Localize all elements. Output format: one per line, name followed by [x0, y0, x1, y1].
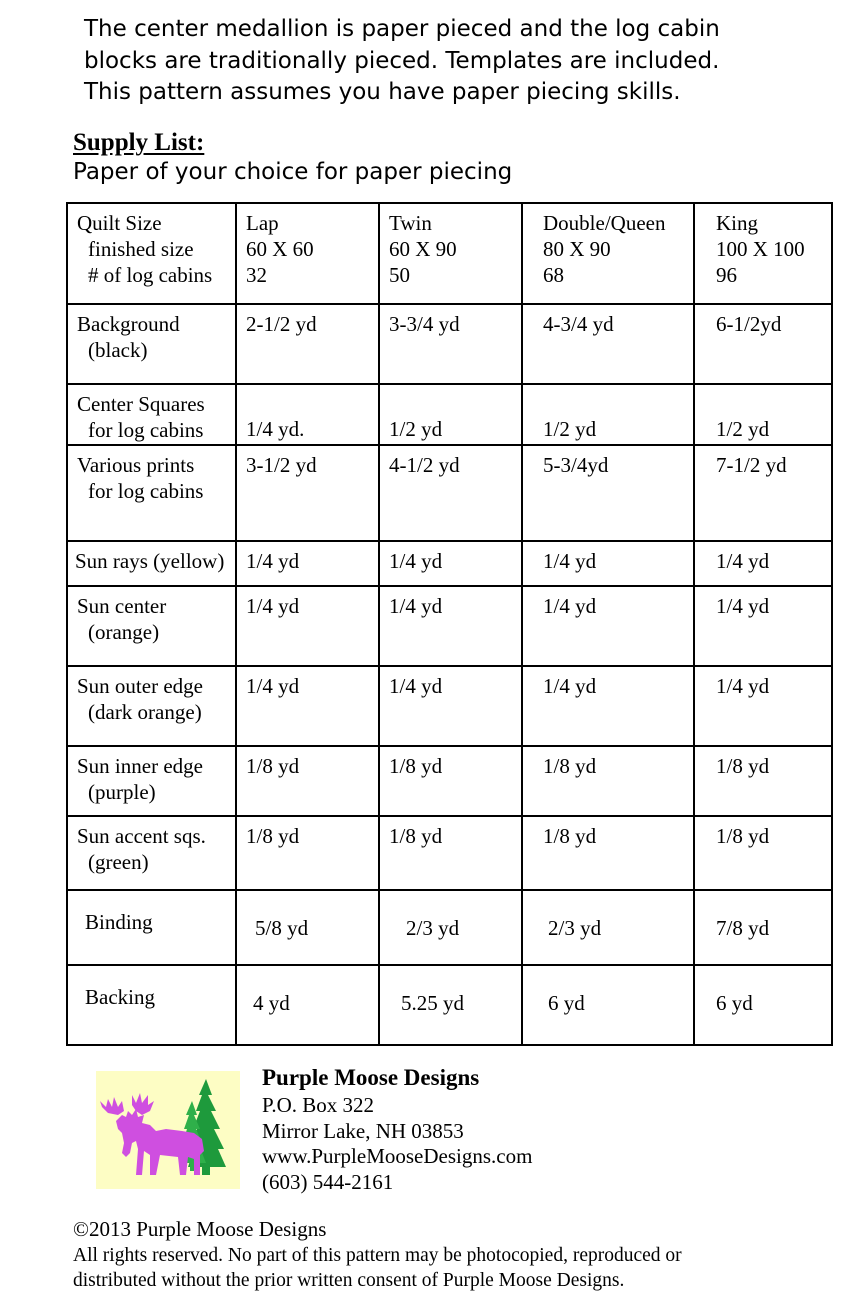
yardage-cell: 2/3 yd — [522, 890, 694, 965]
row-sublabel: for log cabins — [88, 479, 204, 503]
yardage-cell: 5.25 yd — [379, 965, 522, 1045]
yardage-cell: 1/8 yd — [694, 746, 832, 816]
rights-line: distributed without the prior written consent of Purple Moose Designs. — [73, 1270, 625, 1291]
size-dimensions: 80 X 90 — [543, 237, 611, 261]
size-cabin-count: 96 — [716, 263, 737, 287]
header-size-cell — [522, 203, 694, 304]
row-label-cell — [67, 666, 236, 746]
yardage-cell: 3-1/2 yd — [236, 445, 379, 541]
yardage-cell: 6-1/2yd — [694, 304, 832, 384]
row-label-cell — [67, 586, 236, 666]
supply-list-subheading: Paper of your choice for paper piecing — [73, 159, 513, 185]
row-label: Binding — [85, 910, 153, 934]
yardage-cell: 3-3/4 yd — [379, 304, 522, 384]
yardage-cell: 4-1/2 yd — [379, 445, 522, 541]
yardage-cell: 6 yd — [522, 965, 694, 1045]
yardage-cell: 1/4 yd — [694, 586, 832, 666]
size-name: Twin — [389, 211, 432, 235]
table-row — [67, 304, 832, 384]
intro-line: This pattern assumes you have paper piecing skills. — [84, 79, 681, 105]
yardage-cell: 5/8 yd — [236, 890, 379, 965]
row-sublabel: (orange) — [88, 620, 160, 644]
yardage-cell: 5-3/4yd — [522, 445, 694, 541]
table-row — [67, 666, 832, 746]
yardage-cell: 1/4 yd — [522, 586, 694, 666]
size-cabin-count: 50 — [389, 263, 410, 287]
row-label: Sun inner edge — [77, 754, 203, 778]
yardage-cell: 1/8 yd — [236, 746, 379, 816]
row-label: Various prints — [77, 453, 195, 477]
row-label-cell — [67, 384, 236, 445]
yardage-cell: 1/2 yd — [522, 384, 694, 445]
yardage-cell: 1/8 yd — [522, 816, 694, 890]
row-sublabel: (green) — [88, 850, 149, 874]
yardage-cell: 1/4 yd — [522, 666, 694, 746]
row-label: Sun outer edge — [77, 674, 203, 698]
size-name: Lap — [246, 211, 279, 235]
company-phone: (603) 544-2161 — [262, 1169, 394, 1194]
yardage-cell: 1/8 yd — [379, 816, 522, 890]
yardage-cell: 1/8 yd — [379, 746, 522, 816]
yardage-cell: 1/4 yd. — [236, 384, 379, 445]
row-label-cell — [67, 890, 236, 965]
size-name: Double/Queen — [543, 211, 666, 235]
intro-paragraph — [84, 14, 844, 109]
yardage-cell: 7-1/2 yd — [694, 445, 832, 541]
table-row — [67, 816, 832, 890]
size-dimensions: 60 X 60 — [246, 237, 314, 261]
row-label-cell — [67, 541, 236, 586]
size-cabin-count: 32 — [246, 263, 267, 287]
table-header-row — [67, 203, 832, 304]
row-sublabel: for log cabins — [88, 418, 204, 442]
row-label: Sun accent sqs. — [77, 824, 206, 848]
size-cabin-count: 68 — [543, 263, 564, 287]
supply-list-heading: Supply List: — [73, 129, 205, 156]
company-name: Purple Moose Designs — [262, 1065, 480, 1090]
table-row — [67, 445, 832, 541]
table-row — [67, 384, 832, 445]
yardage-cell: 1/4 yd — [236, 586, 379, 666]
row-label: Sun center — [77, 594, 167, 618]
header-label-line: Quilt Size — [77, 211, 162, 235]
company-po-box: P.O. Box 322 — [262, 1093, 375, 1117]
table-row — [67, 746, 832, 816]
moose-logo-icon — [96, 1071, 240, 1189]
copyright-notice — [73, 1216, 853, 1293]
rights-line: All rights reserved. No part of this pattern may be photocopied, reproduced or — [73, 1245, 682, 1266]
yardage-cell: 4-3/4 yd — [522, 304, 694, 384]
row-sublabel: (dark orange) — [88, 700, 202, 724]
row-label-cell — [67, 965, 236, 1045]
table-row — [67, 586, 832, 666]
size-dimensions: 60 X 90 — [389, 237, 457, 261]
header-label-cell — [67, 203, 236, 304]
yardage-cell: 2-1/2 yd — [236, 304, 379, 384]
row-sublabel: (purple) — [88, 780, 156, 804]
row-label: Background — [77, 312, 180, 336]
company-address — [262, 1063, 532, 1195]
row-label-cell — [67, 746, 236, 816]
yardage-cell: 4 yd — [236, 965, 379, 1045]
yardage-cell: 1/2 yd — [694, 384, 832, 445]
yardage-cell: 1/2 yd — [379, 384, 522, 445]
yardage-cell: 1/8 yd — [694, 816, 832, 890]
company-website-link[interactable]: www.PurpleMooseDesigns.com — [262, 1144, 533, 1168]
company-city: Mirror Lake, NH 03853 — [262, 1118, 464, 1143]
table-row — [67, 965, 832, 1045]
yardage-cell: 1/4 yd — [236, 666, 379, 746]
yardage-cell: 1/8 yd — [236, 816, 379, 890]
yardage-cell: 7/8 yd — [694, 890, 832, 965]
yardage-cell: 1/4 yd — [236, 541, 379, 586]
header-label-line: finished size — [88, 237, 194, 261]
table-row — [67, 541, 832, 586]
yardage-cell: 1/4 yd — [522, 541, 694, 586]
yardage-cell: 1/8 yd — [522, 746, 694, 816]
intro-line: The center medallion is paper pieced and the log cabin — [84, 16, 720, 42]
yardage-cell: 1/4 yd — [694, 666, 832, 746]
supply-table — [66, 202, 833, 1046]
row-label-cell — [67, 816, 236, 890]
yardage-cell: 1/4 yd — [379, 666, 522, 746]
yardage-cell: 2/3 yd — [379, 890, 522, 965]
row-sublabel: (black) — [88, 338, 148, 362]
row-label-cell — [67, 445, 236, 541]
header-size-cell — [236, 203, 379, 304]
header-label-line: # of log cabins — [88, 263, 213, 287]
header-size-cell — [379, 203, 522, 304]
yardage-cell: 1/4 yd — [379, 586, 522, 666]
table-row — [67, 890, 832, 965]
yardage-cell: 1/4 yd — [694, 541, 832, 586]
yardage-cell: 1/4 yd — [379, 541, 522, 586]
yardage-cell: 6 yd — [694, 965, 832, 1045]
header-size-cell — [694, 203, 832, 304]
size-dimensions: 100 X 100 — [716, 237, 805, 261]
row-label: Backing — [85, 985, 155, 1009]
row-label: Center Squares — [77, 392, 205, 416]
size-name: King — [716, 211, 758, 235]
moose-and-pine-trees-icon — [96, 1071, 240, 1189]
row-label-cell — [67, 304, 236, 384]
intro-line: blocks are traditionally pieced. Templates are included. — [84, 47, 720, 74]
copyright-line: ©2013 Purple Moose Designs — [73, 1217, 327, 1241]
row-label: Sun rays (yellow) — [75, 549, 225, 573]
